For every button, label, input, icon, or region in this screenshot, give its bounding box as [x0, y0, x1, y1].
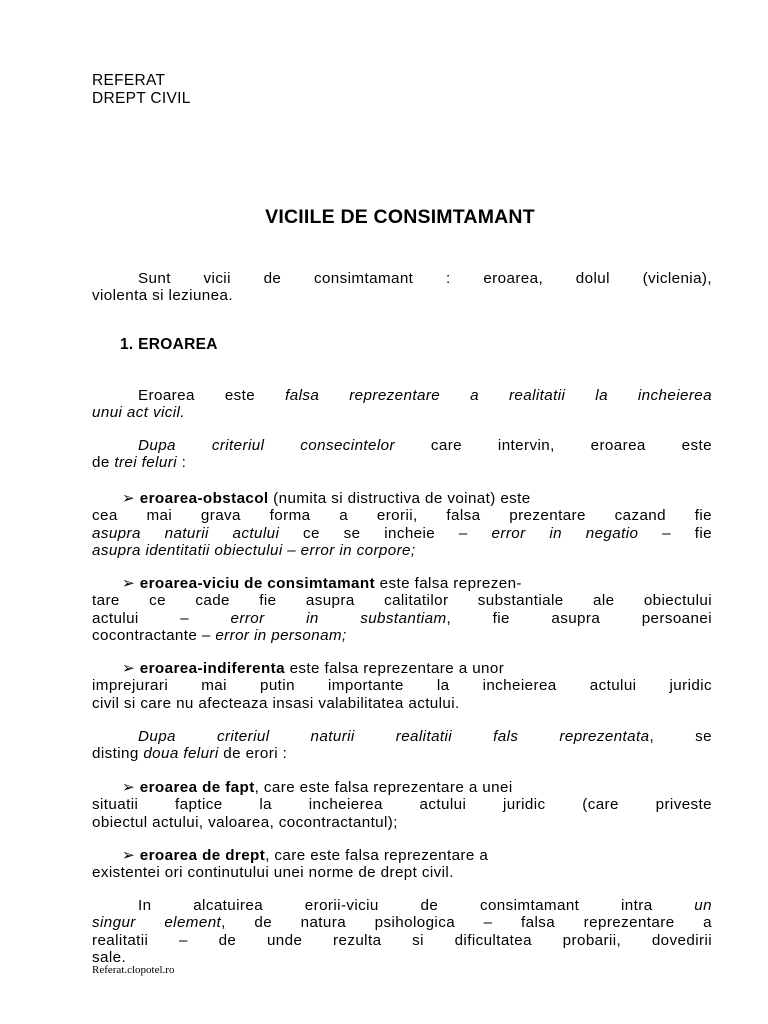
- bullet-obstacol: ➢ eroarea-obstacol (numita si distructiva de voinat) este cea mai grava forma a erorii, falsa prezentare cazand fie asupra naturii actului ce se incheie – error in negatio – fie asupra identitatii obiectului – error in corpore;: [92, 490, 712, 559]
- arrow-bullet-icon: ➢: [122, 660, 136, 677]
- bullet-drept: ➢ eroarea de drept, care este falsa reprezentare a existentei ori continutului unei norme de drept civil.: [92, 847, 489, 882]
- header-line-2: DREPT CIVIL: [92, 90, 191, 107]
- definition-paragraph: Eroarea este falsa reprezentare a realitatii la incheierea unui act vicil.: [92, 387, 712, 422]
- intro-line-1: Sunt vicii de consimtamant : eroarea, dolul (viclenia),: [138, 270, 712, 287]
- criteria-paragraph-2: Dupa criteriul naturii realitatii fals reprezentata, se disting doua feluri de erori :: [92, 728, 712, 763]
- arrow-bullet-icon: ➢: [122, 575, 136, 592]
- criteria-paragraph-1: Dupa criteriul consecintelor care intervin, eroarea este de trei feluri :: [92, 437, 712, 472]
- arrow-bullet-icon: ➢: [122, 490, 136, 507]
- section-heading: 1. EROAREA: [120, 336, 218, 353]
- bullet-fapt: ➢ eroarea de fapt, care este falsa reprezentare a unei situatii faptice la incheierea actului juridic (care priveste obiectul actului, valoarea, cocontractantul);: [92, 779, 712, 831]
- arrow-bullet-icon: ➢: [122, 779, 136, 796]
- bullet-indiferenta: ➢ eroarea-indiferenta este falsa reprezentare a unor imprejurari mai putin importante la incheierea actului juridic civil si care nu afecteaza insasi valabilitatea actului.: [92, 660, 712, 712]
- header-line-1: REFERAT: [92, 72, 166, 89]
- intro-line-2: violenta si leziunea.: [92, 287, 233, 305]
- document-header: [92, 72, 191, 108]
- arrow-bullet-icon: ➢: [122, 847, 136, 864]
- closing-paragraph: In alcatuirea erorii-viciu de consimtamant intra un singur element, de natura psihologica – falsa reprezentare a realitatii – de unde rezulta si dificultatea probarii, dovedirii sale.: [92, 897, 712, 966]
- bullet-viciu: ➢ eroarea-viciu de consimtamant este falsa reprezen- tare ce cade fie asupra calitatilor substantiale ale obiectului actului – error in substantiam, fie asupra persoanei cocontractante – error in personam;: [92, 575, 712, 644]
- document-title: VICIILE DE CONSIMTAMANT: [265, 206, 535, 228]
- footer-source: Referat.clopotel.ro: [92, 964, 175, 976]
- intro-paragraph: [92, 270, 712, 305]
